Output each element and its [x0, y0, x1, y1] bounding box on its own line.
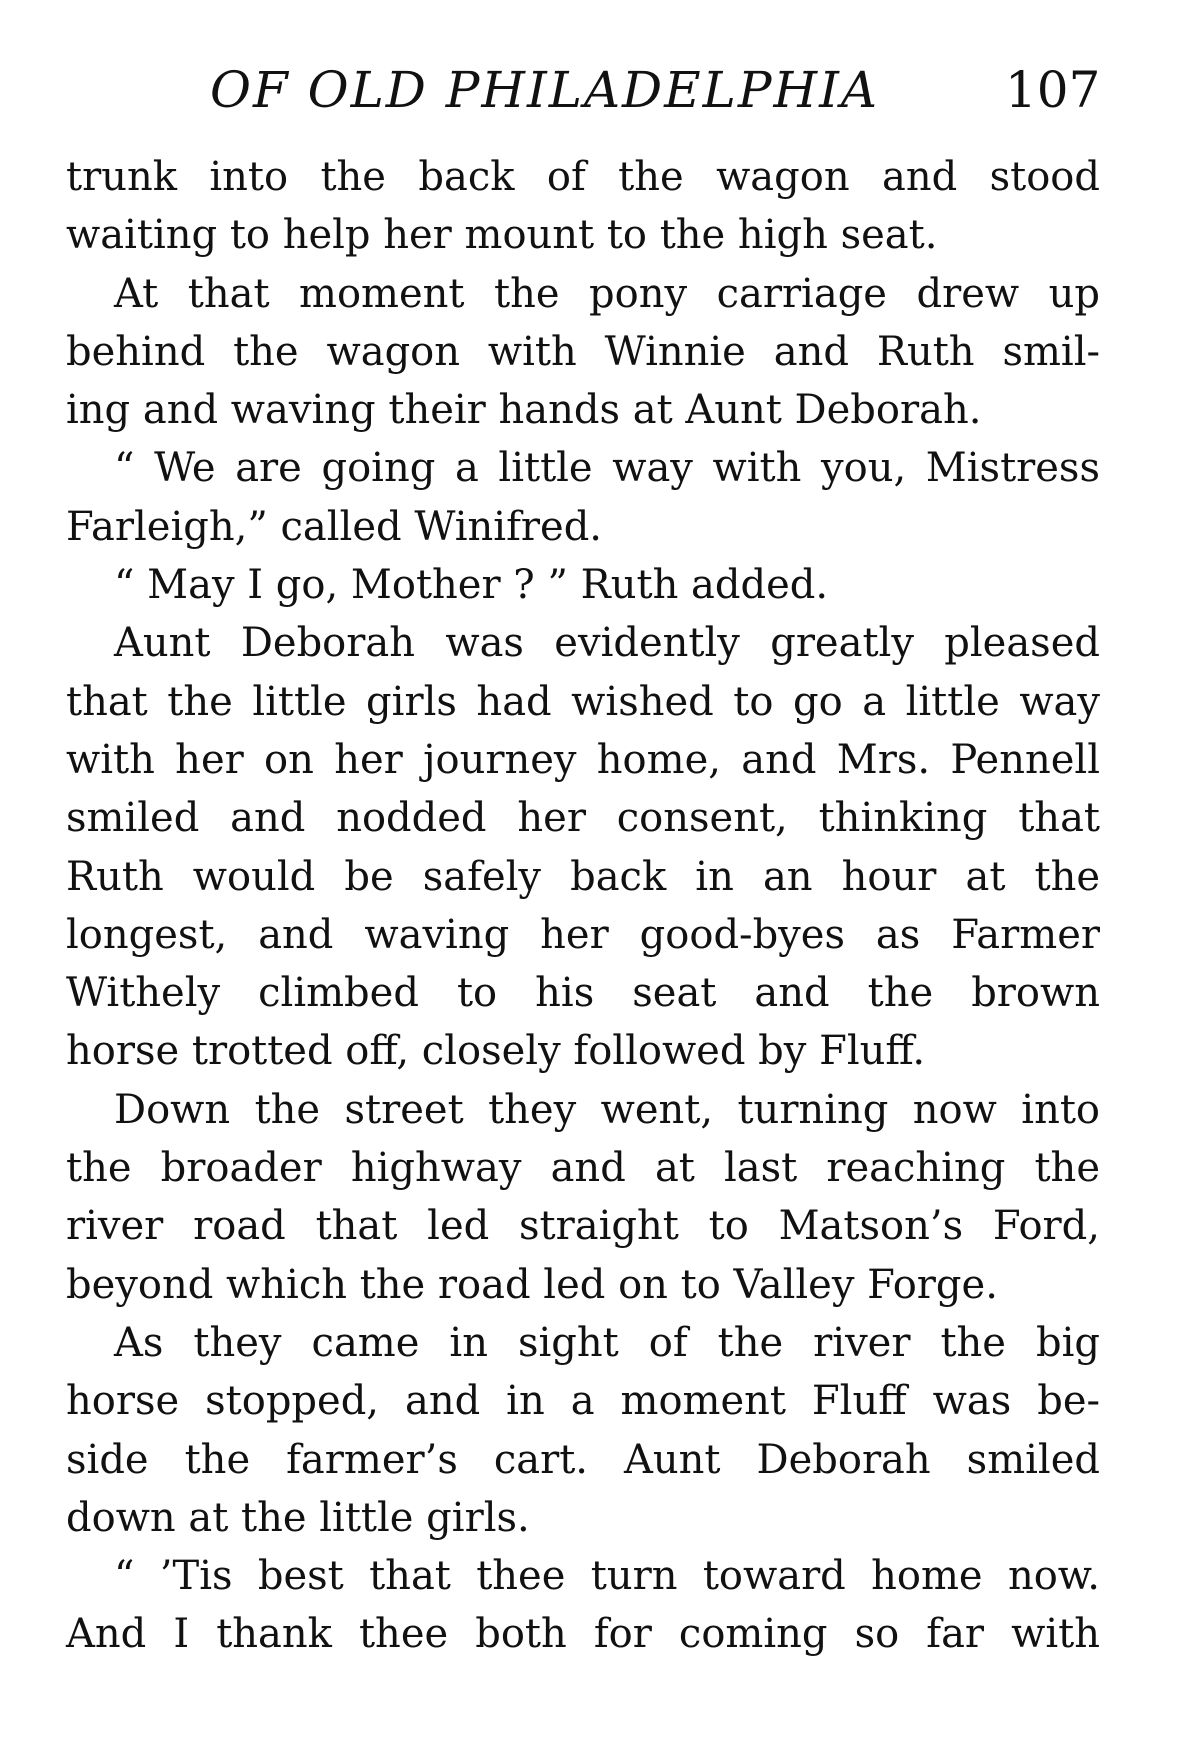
text-line: river road that led straight to Matson’s Ford,: [66, 1203, 1100, 1250]
text-line: smiled and nodded her consent, thinking that: [66, 795, 1100, 842]
text-line: horse stopped, and in a moment Fluff was be-: [66, 1378, 1100, 1425]
text-line: Farleigh,” called Winifred.: [66, 503, 603, 550]
text-line: waiting to help her mount to the high seat.: [66, 212, 938, 259]
text-line: that the little girls had wished to go a little way: [66, 678, 1100, 725]
text-line: with her on her journey home, and Mrs. Pennell: [66, 736, 1100, 783]
text-line: “ ’Tis best that thee turn toward home now.: [114, 1553, 1100, 1600]
body-text: [66, 148, 1100, 1664]
text-line: Ruth would be safely back in an hour at the: [66, 853, 1100, 900]
text-line: horse trotted off, closely followed by Fluff.: [66, 1028, 926, 1075]
text-line: behind the wagon with Winnie and Ruth smil-: [66, 328, 1100, 375]
page-number: 107: [1005, 61, 1101, 119]
text-line: the broader highway and at last reaching the: [66, 1145, 1100, 1192]
text-line: “ We are going a little way with you, Mistress: [114, 445, 1100, 492]
text-line: At that moment the pony carriage drew up: [114, 270, 1100, 317]
text-line: down at the little girls.: [66, 1494, 530, 1541]
text-line: trunk into the back of the wagon and stood: [66, 154, 1100, 200]
text-line: As they came in sight of the river the big: [114, 1319, 1100, 1366]
text-line: side the farmer’s cart. Aunt Deborah smiled: [66, 1436, 1100, 1483]
text-line: “ May I go, Mother ? ” Ruth added.: [114, 562, 829, 609]
text-line: Aunt Deborah was evidently greatly pleased: [114, 620, 1100, 667]
text-line: And I thank thee both for coming so far with: [66, 1611, 1100, 1658]
text-line: beyond which the road led on to Valley Forge.: [66, 1261, 998, 1308]
running-title: OF OLD PHILADELPHIA: [210, 61, 879, 119]
text-line: Withely climbed to his seat and the brown: [66, 970, 1100, 1017]
text-line: longest, and waving her good-byes as Farmer: [66, 911, 1100, 958]
text-line: ing and waving their hands at Aunt Deborah.: [66, 387, 982, 434]
text-line: Down the street they went, turning now into: [114, 1086, 1100, 1133]
page-header: [0, 60, 1186, 130]
